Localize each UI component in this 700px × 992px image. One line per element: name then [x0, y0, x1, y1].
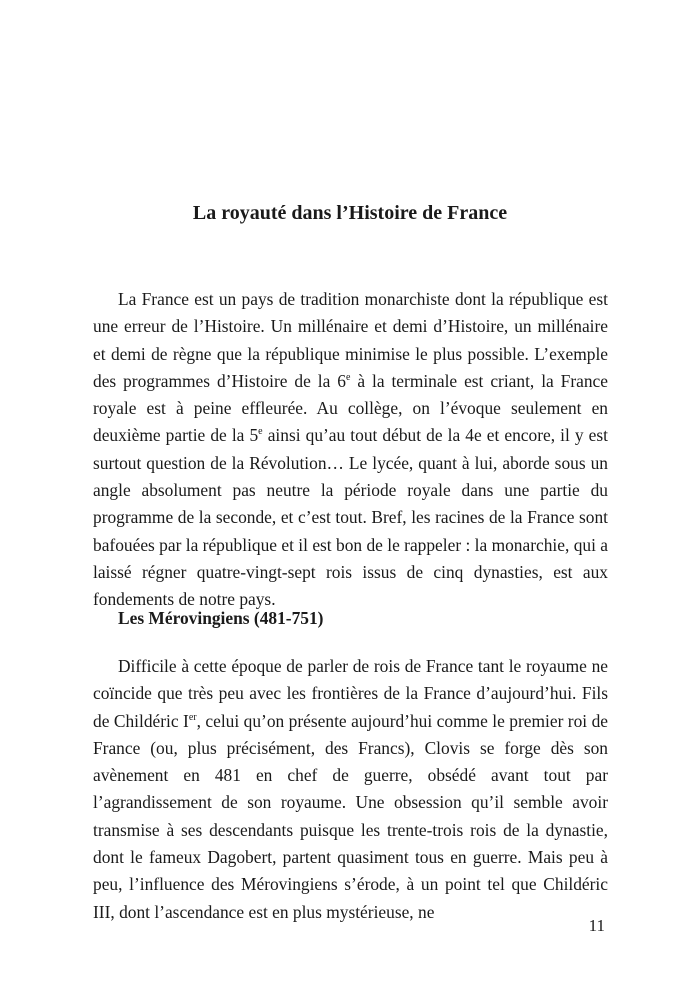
- intro-text-c: ainsi qu’au tout début de la 4e et encore, il y est surtout question de la Révolution… Le lycée, quant à lui, aborde sous un angle absolument pas neutre la période royale dans une partie du programme de la seconde, et c’est tout. Bref, les racines de la France sont bafouées par la république et il est bon de le rappeler : la monarchie, qui a laissé régner quatre-vingt-sept rois issus de cinq dynasties, est aux fondements de notre pays.: [93, 425, 608, 610]
- chapter-title: La royauté dans l’Histoire de France: [192, 202, 508, 224]
- ordinal-superscript: e: [258, 426, 263, 438]
- intro-text-b: à la terminale est criant, la France royale est à peine effleurée. Au collège, on l’évoque seulement en deuxième partie de la 5: [93, 370, 608, 446]
- intro-text-a: La France est un pays de tradition monarchiste dont la république est une erreur de l’Histoire. Un millénaire et demi d’Histoire, un millénaire et demi de règne que la république minimise le plus possible. L’exemple des programmes d’Histoire de la 6: [93, 289, 608, 391]
- intro-paragraph: [93, 286, 608, 614]
- section-text-a: Difficile à cette époque de parler de rois de France tant le royaume ne coïncide que très peu avec les frontières de la France d’aujourd’hui. Fils de Childéric I: [93, 656, 608, 731]
- ordinal-superscript: e: [345, 371, 351, 383]
- ordinal-superscript: er: [188, 711, 197, 723]
- page-number: 11: [588, 916, 605, 935]
- section-text-b: , celui qu’on présente aujourd’hui comme le premier roi de France (ou, plus précisément, des Francs), Clovis se forge dès son avènement en 481 en chef de guerre, obsédé avant tout par l’agrandissement de son royaume. Une obsession qu’il semble avoir transmise à ses descendants puisque les trente-trois rois de la dynastie, dont le fameux Dagobert, partent quasiment tous en guerre. Mais peu à peu, l’influence des Mérovingiens s’érode, à un point tel que Childéric III, dont l’ascendance est en plus mystérieuse, ne: [93, 710, 608, 922]
- section-paragraph: [93, 653, 608, 926]
- section-heading: Les Mérovingiens (481-751): [118, 608, 324, 628]
